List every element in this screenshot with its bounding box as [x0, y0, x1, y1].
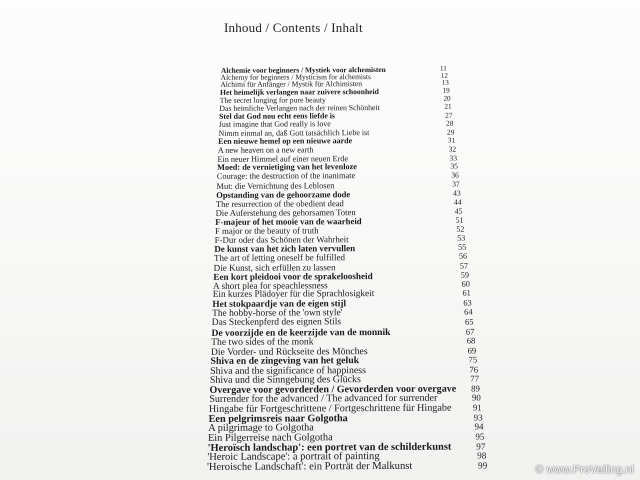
toc-entry-page: 89 — [471, 383, 480, 394]
toc-entry-title: Een nieuwe hemel op een nieuwe aarde — [218, 136, 353, 146]
page-title: Inhoud / Contents / Inhalt — [224, 20, 363, 35]
toc-entry-title: Het heimelijk verlangen naar zuivere schoonheid — [220, 87, 379, 97]
toc-entry-title: F-majeur of het mooie van de waarheid — [215, 216, 362, 227]
toc-entry-title: 'Heroic Landscape': a portrait of painting — [207, 451, 380, 463]
toc-entry-title: Courage: the destruction of the inanimate — [216, 171, 356, 181]
toc-entry-title: A new heaven on a new earth — [217, 145, 314, 155]
toc-entry-title: Shiva and the significance of happiness — [210, 365, 366, 377]
toc-entry-page: 56 — [459, 251, 468, 261]
toc-entry-title: Just imagine that God really is love — [218, 119, 331, 129]
toc-entry-title: Hingabe für Fortgeschrittene / Fortgeschrittene für Hingabe — [208, 402, 452, 415]
toc-entry-title: The secret longing for pure beauty — [219, 95, 326, 105]
toc-entry-page: 69 — [467, 345, 477, 356]
toc-entry-page: 90 — [471, 392, 481, 403]
toc-entry-page: 36 — [451, 170, 459, 180]
toc-entry-page: 13 — [441, 78, 449, 87]
toc-entry-title: F-Dur oder das Schönen der Wahrheit — [214, 234, 349, 245]
toc-entry-title: Das heimliche Verlangen nach der reinen Schönheit — [219, 103, 380, 113]
toc-entry-page: 55 — [458, 242, 467, 252]
toc-entry-title: 'Heroïsch landschap': een portret van de schilderkunst — [207, 441, 452, 454]
toc-entry-page: 27 — [445, 110, 453, 120]
toc-entry-page: 91 — [472, 402, 482, 413]
toc-entry-page: 57 — [459, 261, 468, 271]
toc-entry-page: 94 — [474, 421, 484, 432]
toc-entry-title: Shiva und die Sinngebung des Glücks — [209, 374, 361, 386]
toc-entry-page: 11 — [440, 64, 447, 73]
toc-entry-title: The two sides of the monk — [211, 336, 314, 348]
toc-entry-page: 44 — [453, 197, 462, 207]
toc-entry-page: 21 — [444, 102, 452, 111]
toc-entry-page: 33 — [449, 153, 458, 163]
toc-entry-page: 31 — [447, 135, 456, 145]
toc-entry-title: Die Auferstehung des gehorsamen Toten — [215, 207, 356, 218]
toc-entry-page: 76 — [469, 364, 479, 375]
toc-entry-page: 35 — [450, 161, 458, 171]
toc-entry-title: Opstanding van de gehoorzame dode — [216, 189, 351, 200]
toc-entry-title: Ein Pilgerreise nach Golgotha — [207, 432, 333, 444]
toc-entry-page: 95 — [475, 431, 485, 442]
toc-entry-page: 59 — [460, 270, 469, 280]
toc-entry-title: The art of letting oneself be fulfilled — [214, 252, 345, 263]
toc-entry-page: 64 — [464, 307, 473, 317]
toc-entry-page: 45 — [454, 206, 463, 216]
toc-entry-page: 63 — [463, 298, 472, 308]
toc-entry-title: Die Kunst, sich erfüllen zu lassen — [213, 262, 336, 273]
table-of-contents — [0, 65, 640, 478]
toc-entry-title: Surrender for the advanced / The advanced for surrender — [209, 392, 438, 405]
toc-entry-title: F major or the beauty of truth — [214, 225, 319, 236]
toc-entry-title: Das Steckenpferd des eignen Stils — [211, 317, 342, 328]
toc-entry-page: 93 — [473, 412, 483, 423]
toc-entry-page: 53 — [457, 233, 466, 243]
toc-entry-page: 60 — [461, 279, 470, 289]
toc-entry-page: 77 — [470, 373, 479, 384]
toc-entry-title: Stel dat God nou echt eens liefde is — [219, 111, 335, 121]
toc-entry-title: Een kort pleidooi voor de sprakeloosheid — [213, 271, 373, 282]
toc-entry-title: Ein kurzes Plädoyer für die Sprachlosigkeit — [212, 289, 375, 300]
toc-entry-title: Het stokpaardje van de eigen stijl — [212, 299, 347, 310]
toc-entry-title: The hobby-horse of the 'own style' — [212, 308, 343, 319]
toc-entry-title: Nimm einmal an, daß Gott tatsächlich Liebe ist — [218, 128, 370, 138]
toc-entry-title: De kunst van het zich laten vervullen — [214, 243, 356, 254]
toc-entry-title: Alchemy for beginners / Mysticism for alchemists — [220, 72, 371, 82]
toc-entry-title: 'Heroische Landschaft': ein Porträt der Malkunst — [207, 460, 413, 473]
toc-entry-page: 65 — [465, 316, 474, 327]
toc-entry-page: 75 — [468, 354, 478, 365]
toc-entry-page: 32 — [448, 144, 457, 154]
toc-entry-page: 43 — [452, 188, 461, 198]
toc-entry-page: 12 — [440, 71, 448, 80]
watermark: © www.ProVeiling.nl — [535, 464, 634, 476]
toc-entry-title: Overgave voor gevorderden / Gevorderden voor overgave — [209, 383, 457, 396]
toc-entry-page: 68 — [466, 335, 476, 346]
toc-entry-title: Een pelgrimsreis naar Golgotha — [208, 413, 348, 425]
toc-entry-page: 97 — [476, 441, 486, 452]
toc-entry-title: De voorzijde en de keerzijde van de monnik — [211, 326, 391, 339]
toc-entry-title: The resurrection of the obedient dead — [215, 198, 344, 209]
toc-entry-title: Shiva en de zingeving van het geluk — [210, 355, 360, 367]
toc-entry-page: 19 — [442, 86, 450, 95]
toc-entry-page: 61 — [462, 288, 471, 298]
toc-entry-title: Alchemie voor beginners / Mystiek voor alchemisten — [221, 64, 386, 75]
toc-entry-page: 29 — [446, 127, 455, 137]
toc-entry-page: 28 — [446, 118, 454, 128]
toc-entry-page: 20 — [443, 94, 451, 103]
toc-entry-page: 51 — [455, 215, 464, 225]
toc-entry-title: A short plea for speachlessness — [213, 280, 328, 291]
toc-entry-page: 52 — [456, 224, 465, 234]
toc-entry-title: Mut: die Vernichtung des Leblosen — [216, 180, 335, 191]
toc-entry-title: Die Vorder- und Rückseite des Mönches — [210, 346, 368, 358]
toc-entry-title: Moed: de vernietiging van het levenloze — [217, 162, 357, 172]
toc-entry-title: Alchimi für Anfänger / Mystik für Alchimisten — [220, 79, 363, 89]
toc-entry-page: 37 — [452, 179, 460, 189]
toc-entry-page: 98 — [477, 450, 487, 461]
toc-entry-page: 67 — [465, 326, 475, 337]
toc-entry-title: A pilgrimage to Golgotha — [208, 422, 314, 434]
toc-entry-page: 99 — [478, 460, 488, 471]
toc-entry-title: Ein neuer Himmel auf einer neuen Erde — [217, 154, 348, 164]
